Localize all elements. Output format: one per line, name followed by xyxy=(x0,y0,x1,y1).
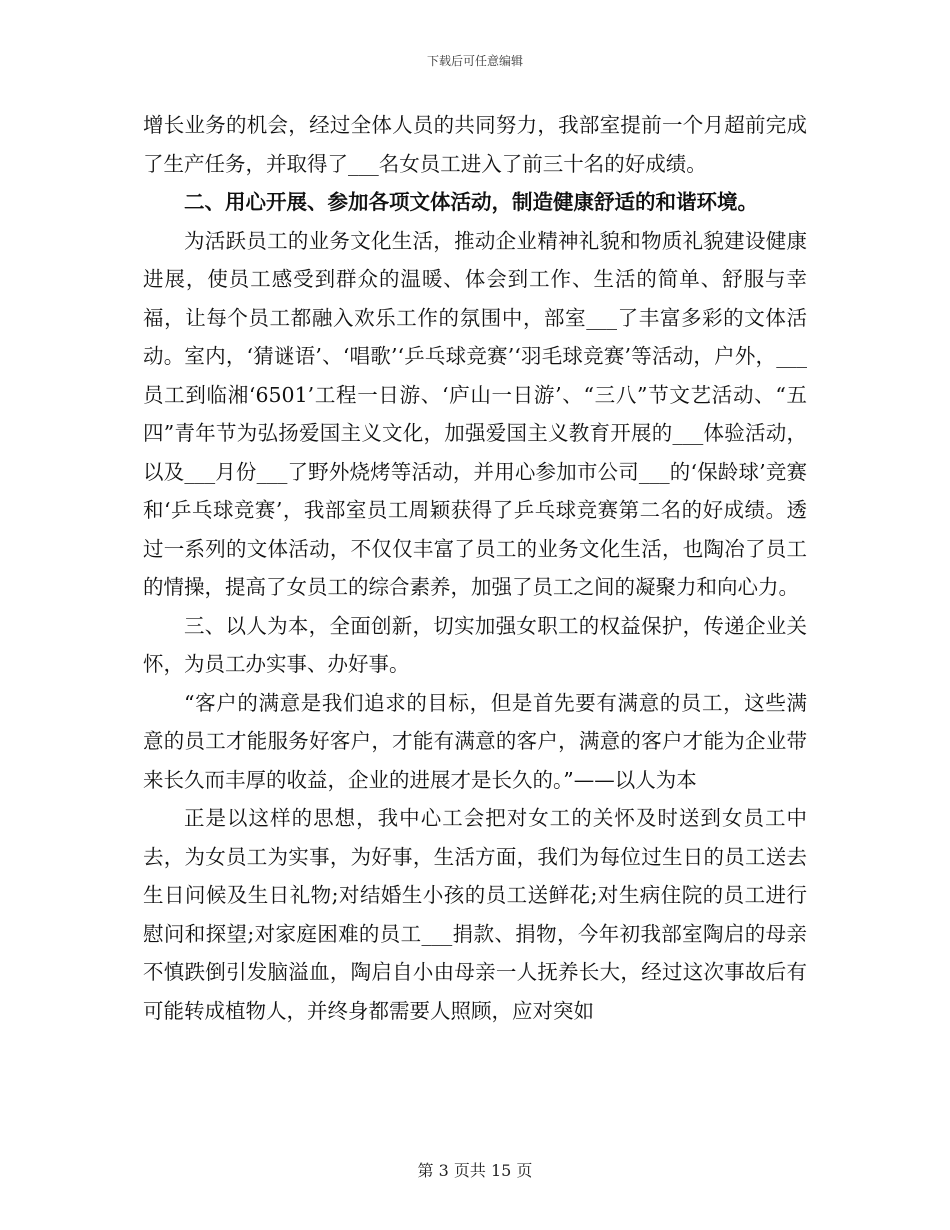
section-heading-2: 二、用心开展、参加各项文体活动，制造健康舒适的和谐环境。 xyxy=(184,190,758,214)
paragraph-care: 正是以这样的思想，我中心工会把对女工的关怀及时送到女员工中去，为女员工为实事，为好事，生活方面，我们为每位过生日的员工送去生日问候及生日礼物;对结婚生小孩的员工送鲜花;对生病住院的员工进行慰问和探望;对家庭困难的员工___捐款、捐物，今年初我部室陶启的母亲不慎跌倒引发脑溢血，陶启自小由母亲一人抚养长大，经过这次事故后有可能转成植物人，并终身都需要人照顾，应对突如 xyxy=(143,806,807,1023)
section-heading-3: 三、以人为本，全面创新，切实加强女职工的权益保护，传递企业关怀，为员工办实事、办好事。 xyxy=(143,613,807,676)
paragraph-quote: “客户的满意是我们追求的目标，但是首先要有满意的员工，这些满意的员工才能服务好客户，才能有满意的客户，满意的客户才能为企业带来长久而丰厚的收益，企业的进展才是长久的。”——以人为本 xyxy=(143,690,807,792)
document-body xyxy=(143,106,807,1030)
paragraph-continuation: 增长业务的机会，经过全体人员的共同努力，我部室提前一个月超前完成了生产任务，并取得了___名女员工进入了前三十名的好成绩。 xyxy=(143,113,807,176)
page-number: 第 3 页共 15 页 xyxy=(417,1161,533,1180)
paragraph-activities: 为活跃员工的业务文化生活，推动企业精神礼貌和物质礼貌建设健康进展，使员工感受到群众的温暖、体会到工作、生活的简单、舒服与幸福，让每个员工都融入欢乐工作的氛围中，部室___了丰富多彩的文体活动。室内，‘猜谜语’、‘唱歌’‘乒乓球竞赛’‘羽毛球竞赛’等活动，户外，___员工到临湘‘6501’工程一日游、‘庐山一日游’、“三八”节文艺活动、“五四”青年节为弘扬爱国主义文化，加强爱国主义教育开展的___体验活动，以及___月份___了野外烧烤等活动，并用心参加市公司___的‘保龄球’竞赛和‘乒乓球竞赛’，我部室员工周颖获得了乒乓球竞赛第二名的好成绩。透过一系列的文体活动，不仅仅丰富了员工的业务文化生活，也陶冶了员工的情操，提高了女员工的综合素养，加强了员工之间的凝聚力和向心力。 xyxy=(143,228,807,599)
page-header-note: 下载后可任意编辑 xyxy=(426,54,523,68)
